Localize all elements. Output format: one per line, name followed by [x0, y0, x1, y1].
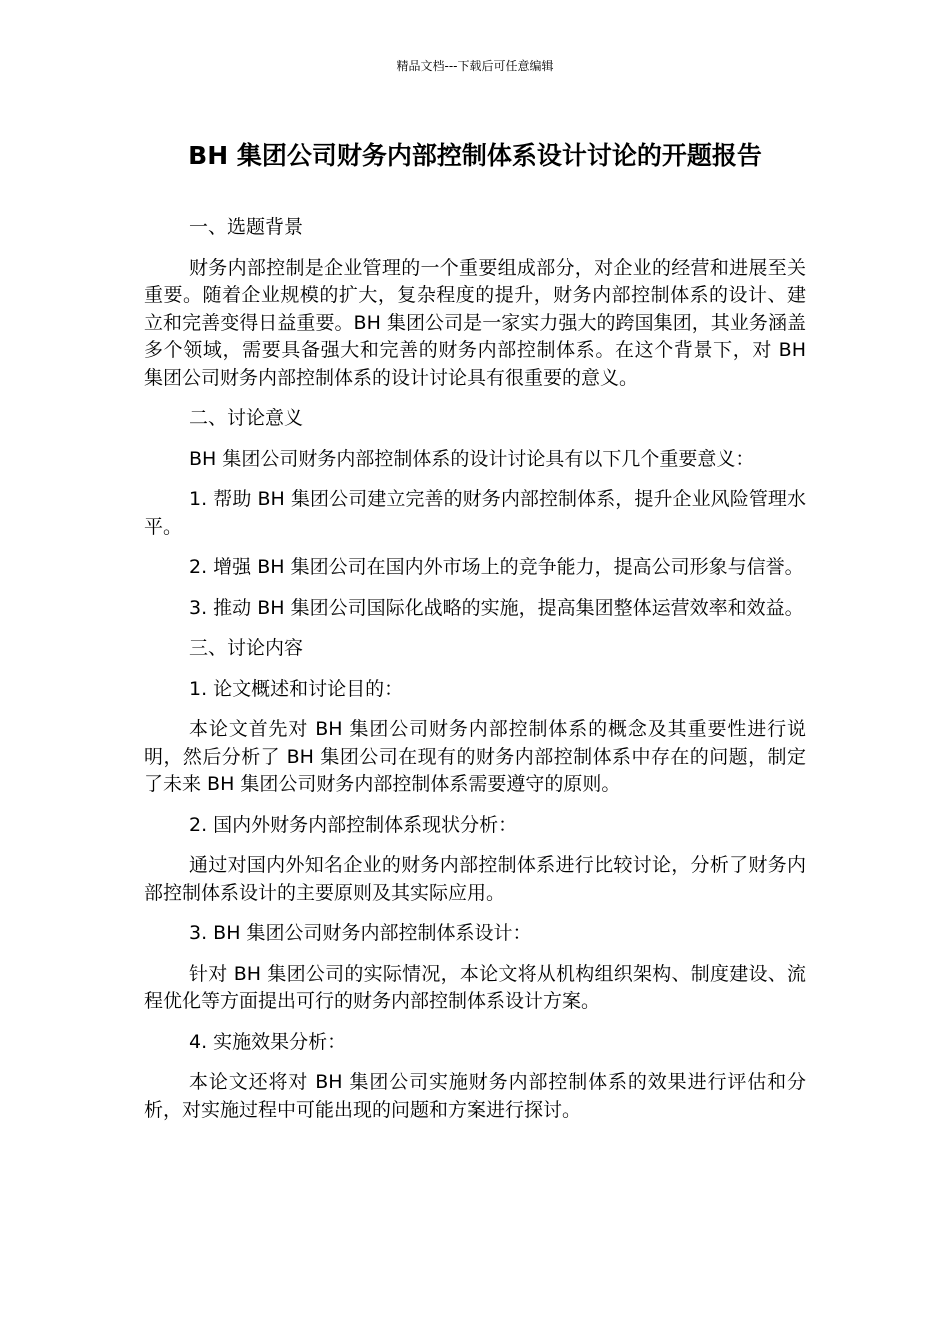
document-title: BH 集团公司财务内部控制体系设计讨论的开题报告	[188, 141, 762, 170]
paragraph-overview: 本论文首先对 BH 集团公司财务内部控制体系的概念及其重要性进行说明，然后分析了 BH 集团公司在现有的财务内部控制体系中存在的问题，制定了未来 BH 集团公司财务内部控制体系需要遵守的原则。	[144, 718, 806, 795]
section-heading-background: 一、选题背景	[189, 216, 304, 238]
subheading-overview: 1. 论文概述和讨论目的：	[189, 677, 404, 700]
paragraph-effect-analysis: 本论文还将对 BH 集团公司实施财务内部控制体系的效果进行评估和分析，对实施过程中可能出现的问题和方案进行探讨。	[144, 1071, 806, 1121]
paragraph-status-analysis: 通过对国内外知名企业的财务内部控制体系进行比较讨论，分析了财务内部控制体系设计的主要原则及其实际应用。	[144, 854, 806, 904]
document-body	[144, 214, 806, 1137]
section-heading-content: 三、讨论内容	[189, 637, 304, 659]
subheading-status-analysis: 2. 国内外财务内部控制体系现状分析：	[189, 813, 518, 836]
subheading-system-design: 3. BH 集团公司财务内部控制体系设计：	[189, 922, 532, 944]
subheading-effect-analysis: 4. 实施效果分析：	[189, 1030, 347, 1053]
paragraph-background: 财务内部控制是企业管理的一个重要组成部分，对企业的经营和进展至关重要。随着企业规模的扩大，复杂程度的提升，财务内部控制体系的设计、建立和完善变得日益重要。BH 集团公司是一家实力强大的跨国集团，其业务涵盖多个领域，需要具备强大和完善的财务内部控制体系。在这个背景下，对 BH 集团公司财务内部控制体系的设计讨论具有很重要的意义。	[144, 256, 806, 389]
list-item-significance-1: 1. 帮助 BH 集团公司建立完善的财务内部控制体系，提升企业风险管理水平。	[144, 488, 806, 538]
section-heading-significance: 二、讨论意义	[189, 407, 304, 429]
list-item-significance-2: 2. 增强 BH 集团公司在国内外市场上的竞争能力，提高公司形象与信誉。	[189, 556, 804, 578]
paragraph-system-design: 针对 BH 集团公司的实际情况，本论文将从机构组织架构、制度建设、流程优化等方面提出可行的财务内部控制体系设计方案。	[144, 962, 806, 1012]
list-item-significance-3: 3. 推动 BH 集团公司国际化战略的实施，提高集团整体运营效率和效益。	[189, 596, 804, 619]
header-note: 精品文档---下载后可任意编辑	[396, 59, 554, 73]
paragraph-significance-intro: BH 集团公司财务内部控制体系的设计讨论具有以下几个重要意义：	[189, 447, 755, 470]
